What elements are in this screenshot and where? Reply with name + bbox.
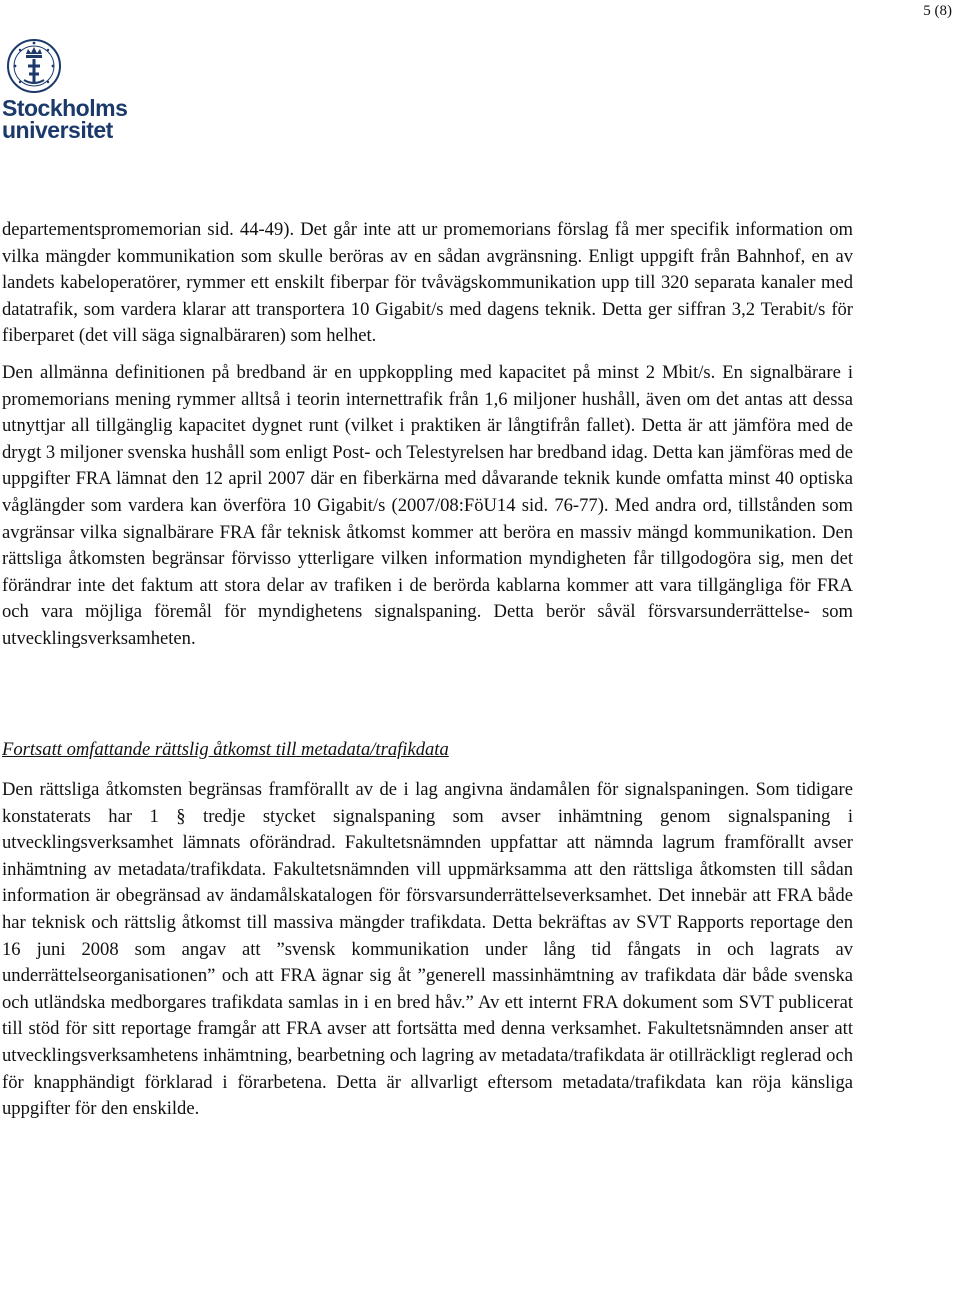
- document-body: [2, 217, 853, 1123]
- paragraph-3: Den rättsliga åtkomsten begränsas framförallt av de i lag angivna ändamålen för signalspaningen. Som tidigare konstaterats har 1 § tredje stycket signalspaning som avser inhämtning genom signalspaning i utvecklingsverksamhet lämnats oförändrad. Fakultetsnämnden uppfattar att nämnda lagrum framförallt avser inhämtning av metadata/trafikdata. Fakultetsnämnden vill uppmärksamma att den rättsliga åtkomsten till sådan information är obegränsad av ändamålskatalogen för försvarsunderrättelseverksamhet. Det innebär att FRA både har teknisk och rättslig åtkomst till massiva mängder trafikdata. Detta bekräftas av SVT Rapports reportage den 16 juni 2008 som angav att ”svensk kommunikation under lång tid fångats in och lagrats av underrättelseorganisationen” och att FRA ägnar sig åt ”generell massinhämtning av trafikdata där både svenska och utländska medborgares trafikdata samlas in i en bred håv.” Av ett internt FRA dokument som SVT publicerat till stöd för sitt reportage framgår att FRA avser att fortsätta med denna verksamhet. Fakultetsnämnden anser att utvecklingsverksamhetens inhämtning, bearbetning och lagring av metadata/trafikdata är otillräckligt reglerad och för knapphändigt förklarad i förarbetena. Detta är allvarligt eftersom metadata/trafikdata kan röja känsliga uppgifter för den enskilde.: [2, 779, 853, 1120]
- logo-wordmark-line-1: Stockholms: [2, 95, 128, 121]
- logo-wordmark-line-2: universitet: [2, 117, 113, 143]
- university-logo: [0, 38, 128, 143]
- paragraph-1: departementspromemorian sid. 44-49). Det går inte att ur promemorians förslag få mer specifik information om vilka mängder kommunikation som skulle beröras av en sådan avgränsning. Enligt uppgift från Bahnhof, en av landets kabeloperatörer, rymmer ett enskilt fiberpar för tvåvägskommunikation upp till 320 separata kanaler med datatrafik, som vardera klarar att transportera 10 Gigabit/s med dagens teknik. Detta ger siffran 3,2 Terabit/s för fiberparet (det vill säga signalbäraren) som helhet.: [2, 219, 853, 347]
- paragraph-2: Den allmänna definitionen på bredband är en uppkoppling med kapacitet på minst 2 Mbit/s. En signalbärare i promemorians mening rymmer alltså i teorin internettrafik från 1,6 miljoner hushåll, även om det antas att dessa utnyttjar all tillgänglig kapacitet dygnet runt (vilket i praktiken är långtifrån fallet). Detta är att jämföra med de drygt 3 miljoner svenska hushåll som enligt Post- och Telestyrelsen har bredband idag. Detta kan jämföras med de uppgifter FRA lämnat den 12 april 2007 där en fiberkärna med dåvarande teknik kunde omfatta minst 40 optiska våglängder som vardera kan överföra 10 Gigabit/s (2007/08:FöU14 sid. 76-77). Med andra ord, tillstånden som avgränsar vilka signalbärare FRA får teknisk åtkomst kommer att beröra en massiv mängd kommunikation. Den rättsliga åtkomsten begränsar förvisso ytterligare vilken information myndigheten får tillgodogöra sig, men det förändrar inte det faktum att stora delar av trafiken i de berörda kablarna kommer att vara tillgängliga för FRA och vara möjliga föremål för myndighetens signalspaning. Detta berör såväl försvarsunderrättelse- som utvecklingsverksamheten.: [2, 361, 853, 649]
- university-seal-icon: [6, 38, 62, 96]
- section-heading: Fortsatt omfattande rättslig åtkomst till metadata/trafikdata: [2, 738, 449, 760]
- page-number: 5 (8): [923, 3, 952, 19]
